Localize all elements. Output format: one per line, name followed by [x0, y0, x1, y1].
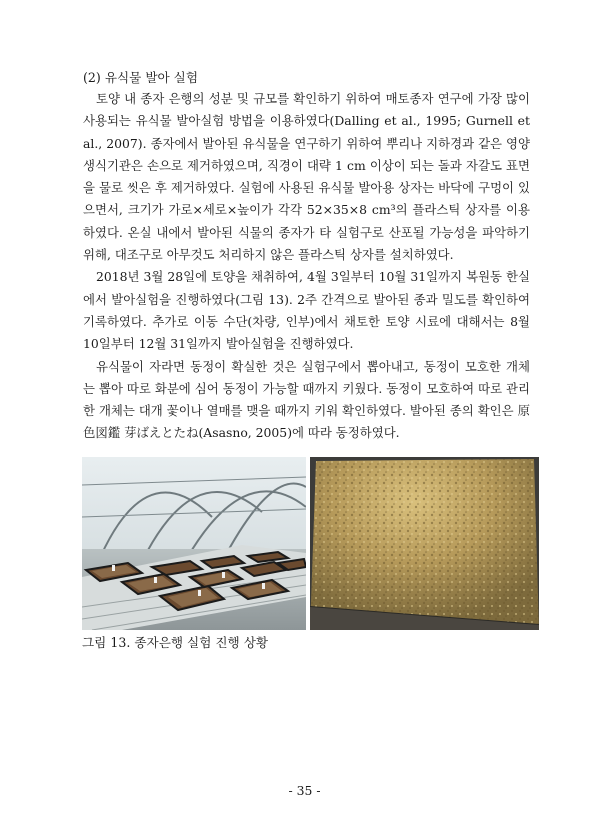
paragraph-1: 토양 내 종자 은행의 성분 및 규모를 확인하기 위하여 매토종자 연구에 가장 많이 사용되는 유식물 발아실험 방법을 이용하였다(Dalling et al., 1995; Gurnell et al., 2007). 종자에서 발아된 유식물을 연구하기 위하여 뿌리나 지하경과 같은 영양생식기관은 손으로 제거하였으며, 직경이 대략 1 cm 이상이 되는 돌과 자갈도 표면을 물로 씻은 후 제거하였다. 실험에 사용된 유식물 발아용 상자는 바닥에 구멍이 있으면서, 크기가 가로×세로×높이가 각각 52×35×8 cm³의 플라스틱 상자를 이용하였다. 온실 내에서 발아된 식물의 종자가 타 실험구로 산포될 가능성을 파악하기 위해, 대조구로 아무것도 처리하지 않은 플라스틱 상자를 설치하였다. [83, 91, 530, 263]
greenhouse-photo [82, 457, 306, 630]
section-heading: (2) 유식물 발아 실험 [83, 70, 199, 85]
paragraph-2: 2018년 3월 28일에 토양을 채취하여, 4월 3일부터 10월 31일까지 복원동 한실에서 발아실험을 진행하였다(그림 13). 2주 간격으로 발아된 종과 밀도를 확인하여 기록하였다. 추가로 이동 수단(차량, 인부)에서 채토한 토양 시료에 대해서는 8월 10일부터 12월 31일까지 발아실험을 진행하였다. [83, 269, 530, 352]
soil-tray-photo [310, 457, 539, 630]
figure-caption: 그림 13. 종자은행 실험 진행 상황 [82, 635, 269, 650]
body-text [83, 88, 530, 445]
page-number: - 35 - [288, 783, 321, 798]
paragraph-3: 유식물이 자라면 동정이 확실한 것은 실험구에서 뽑아내고, 동정이 모호한 개체는 뽑아 따로 화분에 심어 동정이 가능할 때까지 키웠다. 동정이 모호하여 따로 관리한 개체는 대개 꽃이나 열매를 맺을 때까지 키워 확인하였다. 발아된 종의 확인은 原色図鑑 芽ばえとたね(Asasno, 2005)에 따라 동정하였다. [83, 358, 530, 441]
figure-photos [82, 457, 539, 630]
